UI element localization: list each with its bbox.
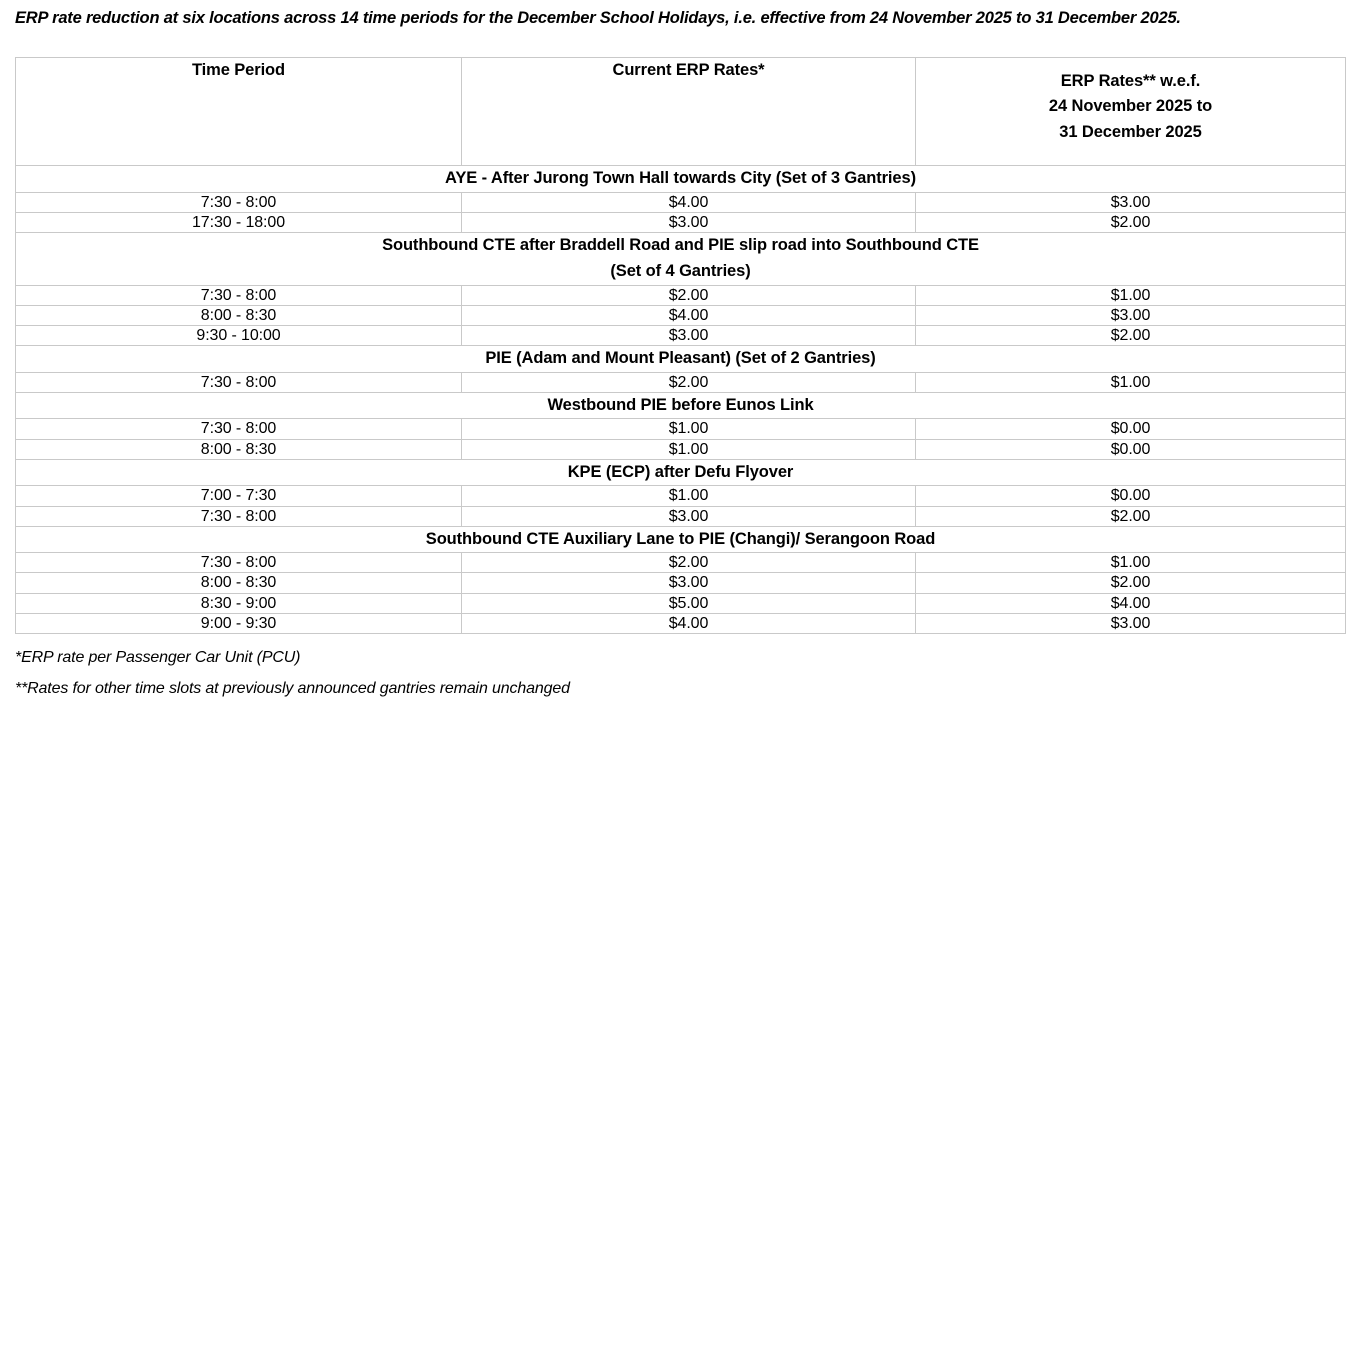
table-row: [16, 593, 1346, 613]
cell-time-period: 9:00 - 9:30: [16, 613, 462, 633]
footnote-pcu: *ERP rate per Passenger Car Unit (PCU): [15, 649, 301, 667]
cell-current-rate: $1.00: [462, 439, 916, 459]
cell-current-rate: $1.00: [462, 486, 916, 506]
section-title-line-1: AYE - After Jurong Town Hall towards City (Set of 3 Gantries): [445, 169, 916, 188]
column-header-current-rates: Current ERP Rates*: [462, 57, 916, 166]
table-row: [16, 613, 1346, 633]
page-caption: ERP rate reduction at six locations across 14 time periods for the December School Holidays, i.e. effective from 24 November 2025 to 31 December 2025.: [15, 9, 1181, 27]
cell-new-rate: $1.00: [916, 285, 1346, 305]
cell-current-rate: $4.00: [462, 193, 916, 213]
section-header-row: [16, 346, 1346, 373]
column-header-time-period: Time Period: [16, 57, 462, 166]
new-rates-line-1: ERP Rates** w.e.f.: [1060, 71, 1201, 90]
new-rates-line-3: 31 December 2025: [1059, 122, 1202, 141]
table-row: [16, 573, 1346, 593]
section-header-row: [16, 233, 1346, 285]
cell-current-rate: $3.00: [462, 573, 916, 593]
column-header-new-rates: [916, 57, 1346, 166]
cell-current-rate: $1.00: [462, 419, 916, 439]
table-row: [16, 553, 1346, 573]
cell-new-rate: $2.00: [916, 325, 1346, 345]
cell-new-rate: $2.00: [916, 573, 1346, 593]
cell-time-period: 7:30 - 8:00: [16, 193, 462, 213]
section-title: [16, 459, 1346, 486]
table-row: [16, 305, 1346, 325]
table-row: [16, 372, 1346, 392]
cell-current-rate: $3.00: [462, 506, 916, 526]
section-header-row: [16, 166, 1346, 193]
table-row: [16, 193, 1346, 213]
new-rates-line-2: 24 November 2025 to: [1048, 97, 1213, 116]
footnote-unchanged: **Rates for other time slots at previously announced gantries remain unchanged: [15, 680, 570, 698]
cell-time-period: 7:30 - 8:00: [16, 285, 462, 305]
section-title-line-1: Westbound PIE before Eunos Link: [547, 395, 814, 414]
section-title: [16, 526, 1346, 553]
cell-current-rate: $4.00: [462, 613, 916, 633]
erp-rates-table: [15, 57, 1346, 634]
section-title-line-1: Southbound CTE Auxiliary Lane to PIE (Changi)/ Serangoon Road: [425, 529, 936, 548]
cell-time-period: 7:00 - 7:30: [16, 486, 462, 506]
section-title-line-1: Southbound CTE after Braddell Road and PIE slip road into Southbound CTE: [382, 236, 979, 255]
cell-time-period: 7:30 - 8:00: [16, 372, 462, 392]
cell-new-rate: $3.00: [916, 613, 1346, 633]
section-header-row: [16, 459, 1346, 486]
cell-time-period: 9:30 - 10:00: [16, 325, 462, 345]
section-header-row: [16, 392, 1346, 419]
section-title: [16, 346, 1346, 373]
table-row: [16, 419, 1346, 439]
cell-time-period: 8:00 - 8:30: [16, 573, 462, 593]
cell-current-rate: $2.00: [462, 553, 916, 573]
table-row: [16, 213, 1346, 233]
cell-new-rate: $0.00: [916, 419, 1346, 439]
section-title: [16, 166, 1346, 193]
cell-new-rate: $2.00: [916, 506, 1346, 526]
cell-new-rate: $2.00: [916, 213, 1346, 233]
section-title-line-1: PIE (Adam and Mount Pleasant) (Set of 2 Gantries): [485, 349, 876, 368]
cell-new-rate: $1.00: [916, 553, 1346, 573]
section-title: [16, 392, 1346, 419]
table-header-row: [16, 57, 1346, 166]
section-header-row: [16, 526, 1346, 553]
table-row: [16, 506, 1346, 526]
cell-time-period: 7:30 - 8:00: [16, 553, 462, 573]
cell-current-rate: $2.00: [462, 285, 916, 305]
section-title: [16, 233, 1346, 285]
cell-current-rate: $4.00: [462, 305, 916, 325]
cell-new-rate: $0.00: [916, 486, 1346, 506]
cell-new-rate: $4.00: [916, 593, 1346, 613]
cell-current-rate: $5.00: [462, 593, 916, 613]
table-row: [16, 439, 1346, 459]
cell-current-rate: $3.00: [462, 325, 916, 345]
section-title-line-1: KPE (ECP) after Defu Flyover: [567, 462, 794, 481]
cell-current-rate: $2.00: [462, 372, 916, 392]
cell-time-period: 7:30 - 8:00: [16, 506, 462, 526]
cell-time-period: 7:30 - 8:00: [16, 419, 462, 439]
cell-new-rate: $0.00: [916, 439, 1346, 459]
cell-new-rate: $3.00: [916, 305, 1346, 325]
cell-current-rate: $3.00: [462, 213, 916, 233]
table-body: [16, 57, 1346, 633]
cell-time-period: 8:00 - 8:30: [16, 305, 462, 325]
cell-time-period: 8:30 - 9:00: [16, 593, 462, 613]
cell-new-rate: $1.00: [916, 372, 1346, 392]
cell-time-period: 8:00 - 8:30: [16, 439, 462, 459]
cell-new-rate: $3.00: [916, 193, 1346, 213]
table-row: [16, 325, 1346, 345]
table-row: [16, 486, 1346, 506]
section-title-line-2: (Set of 4 Gantries): [610, 261, 751, 280]
table-row: [16, 285, 1346, 305]
footnotes: [15, 648, 1345, 710]
cell-time-period: 17:30 - 18:00: [16, 213, 462, 233]
